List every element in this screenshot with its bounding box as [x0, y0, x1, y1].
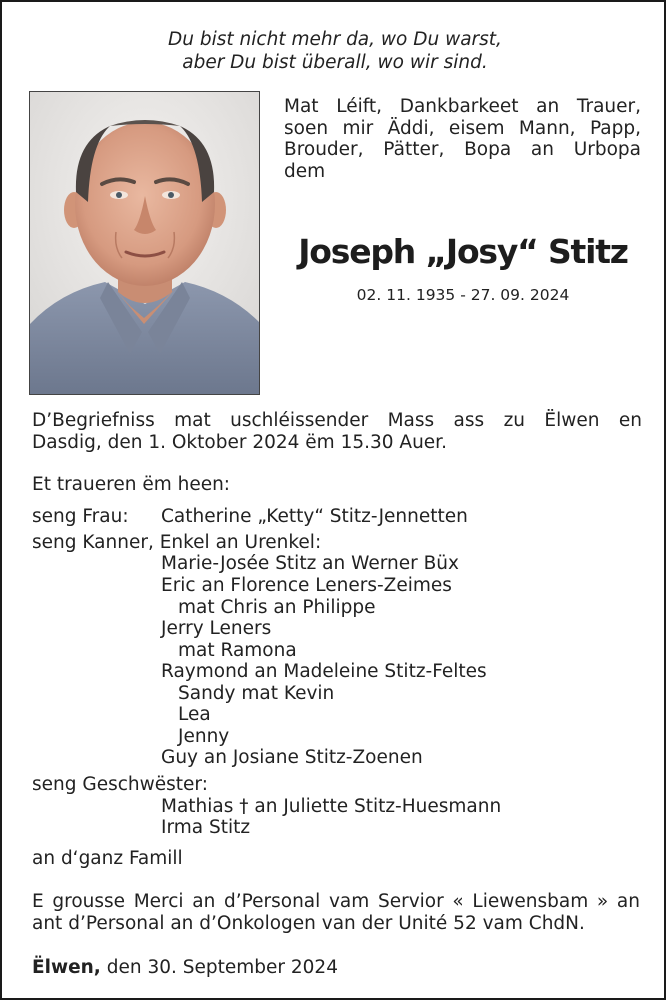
signoff — [32, 957, 338, 979]
grandchild-entry: Lea — [178, 704, 211, 725]
sibling-entry: Mathias † an Juliette Stitz-Huesmann — [161, 796, 502, 817]
funeral-line-1: D’Begriefniss mat uschléissender Mass ass zu Ëlwen en — [32, 410, 642, 431]
sibling-entry: Irma Stitz — [161, 817, 251, 838]
child-entry: Guy an Josiane Stitz-Zoenen — [161, 747, 423, 768]
intro-line-2: soen mir Äddi, eisem Mann, Papp, — [284, 117, 641, 139]
child-entry: Marie-Josée Stitz an Werner Büx — [161, 553, 459, 574]
siblings-label: seng Geschwëster: — [32, 774, 208, 795]
thanks-line-1: E grousse Merci an d’Personal vam Servior « Liewensbam » an — [32, 891, 640, 912]
child-entry: Raymond an Madeleine Stitz-Feltes — [161, 661, 487, 682]
signoff-place: Ëlwen, — [32, 957, 101, 978]
intro-text — [284, 96, 641, 182]
funeral-line-2: Dasdig, den 1. Oktober 2024 ëm 15.30 Auer. — [32, 432, 447, 453]
thanks-line-2: ant d’Personal an d’Onkologen van der Unité 52 vam ChdN. — [32, 913, 585, 934]
child-entry: Eric an Florence Leners-Zeimes — [161, 575, 452, 596]
portrait-illustration — [30, 92, 260, 395]
grandchild-entry: mat Chris an Philippe — [178, 597, 376, 618]
family-closing: an d‘ganz Famill — [32, 848, 183, 869]
wife-label: seng Frau: — [32, 506, 129, 527]
life-dates: 02. 11. 1935 - 27. 09. 2024 — [356, 286, 570, 304]
thanks-note — [32, 891, 640, 935]
motto-line-1: Du bist nicht mehr da, wo Du warst, — [168, 29, 502, 50]
funeral-notice — [32, 410, 642, 454]
mourners-intro: Et traueren ëm heen: — [32, 474, 231, 495]
portrait-photo — [29, 91, 260, 395]
grandchild-entry: Sandy mat Kevin — [178, 683, 335, 704]
signoff-date: den 30. September 2024 — [106, 957, 338, 978]
intro-line-1: Mat Léift, Dankbarkeet an Trauer, — [284, 96, 641, 117]
intro-line-4: dem — [284, 160, 326, 182]
deceased-name: Joseph „Josy“ Stitz — [298, 232, 628, 271]
grandchild-entry: Jenny — [178, 726, 230, 747]
motto-line-2: aber Du bist überall, wo wir sind. — [182, 52, 488, 73]
children-label: seng Kanner, Enkel an Urenkel: — [32, 532, 322, 553]
child-entry: Jerry Leners — [161, 618, 272, 639]
intro-line-3: Brouder, Pätter, Bopa an Urbopa — [284, 139, 641, 160]
wife-name: Catherine „Ketty“ Stitz-Jennetten — [161, 506, 468, 527]
grandchild-entry: mat Ramona — [178, 640, 297, 661]
motto — [2, 28, 666, 74]
